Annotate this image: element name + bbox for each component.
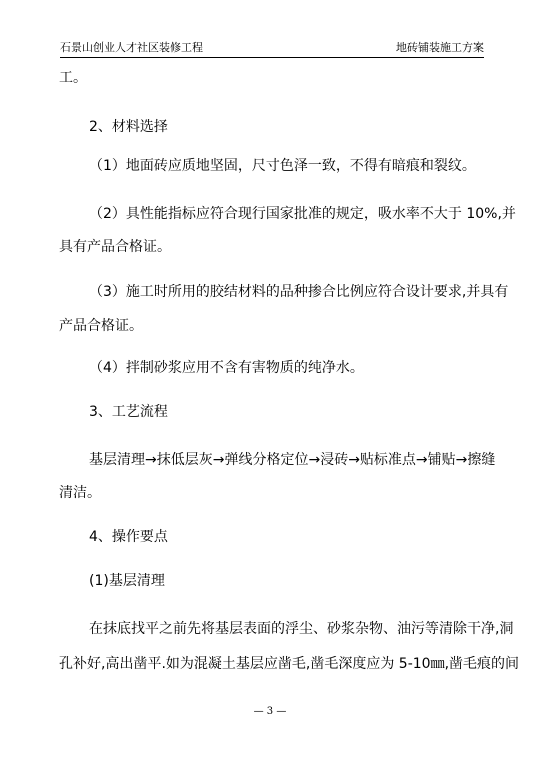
paragraph-item-3-line-1: （3）施工时所用的胶结材料的品种掺合比例应符合设计要求,并具有 <box>89 284 509 300</box>
header-project-name: 石景山创业人才社区装修工程 <box>60 41 203 54</box>
section-heading-operation: 4、操作要点 <box>89 529 168 545</box>
paragraph-item-2-line-2: 具有产品合格证。 <box>59 239 171 255</box>
paragraph-continuation: 工。 <box>59 70 87 86</box>
process-flow-line-2: 清洁。 <box>59 485 101 501</box>
paragraph-item-1: （1）地面砖应质地坚固，尺寸色泽一致，不得有暗痕和裂纹。 <box>89 158 476 174</box>
process-flow-line-1: 基层清理→抹低层灰→弹线分格定位→浸砖→贴标准点→铺贴→擦缝 <box>89 452 496 468</box>
page-header <box>60 40 484 58</box>
paragraph-item-2-line-1: （2）具性能指标应符合现行国家批准的规定，吸水率不大于 10%,并 <box>89 206 516 222</box>
paragraph-item-4: （4）拌制砂浆应用不含有害物质的纯净水。 <box>89 360 364 376</box>
paragraph-base-cleaning-line-2: 孔补好,高出凿平.如为混凝土基层应凿毛,凿毛深度应为 5-10㎜,凿毛痕的间 <box>59 656 520 672</box>
page-number: — 3 — <box>253 706 287 717</box>
paragraph-item-3-line-2: 产品合格证。 <box>59 318 143 334</box>
paragraph-base-cleaning-line-1: 在抹底找平之前先将基层表面的浮尘、砂浆杂物、油污等清除干净,洞 <box>89 621 514 637</box>
section-heading-process: 3、工艺流程 <box>89 404 168 420</box>
subheading-base-cleaning: (1)基层清理 <box>89 573 165 589</box>
header-document-title: 地砖铺装施工方案 <box>396 41 484 54</box>
section-heading-materials: 2、材料选择 <box>89 119 168 135</box>
